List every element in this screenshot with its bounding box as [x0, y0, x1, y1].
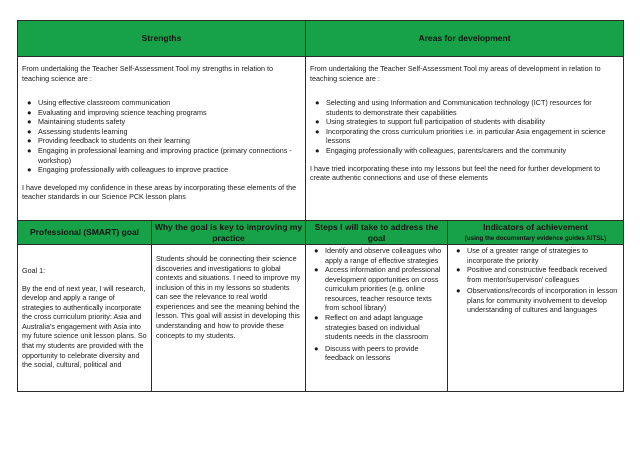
development-header [305, 20, 624, 57]
goal-cell [17, 244, 152, 392]
list-item: ● Incorporating the cross curriculum priorities i.e. in particular Asia engagement in science lessons [315, 126, 606, 146]
indicators-column-sublabel: (using the documentary evidence guides AITSL) [464, 234, 607, 242]
why-column-label: Why the goal is key to improving my practice [154, 221, 303, 243]
list-item: ● Evaluating and improving science teaching programs [27, 107, 207, 117]
list-item: ● Positive and constructive feedback received from mentor/supervisor/ colleagues [456, 265, 607, 284]
list-item: ● Using effective classroom communication [27, 98, 171, 108]
list-item: ● Engaging professionally with colleagues to improve practice [27, 165, 229, 175]
strengths-intro: From undertaking the Teacher Self-Assessment Tool my strengths in relation to teaching science are : [22, 64, 274, 83]
development-cell [305, 56, 624, 221]
list-item: ● Discuss with peers to provide feedback on lessons [314, 343, 419, 363]
list-item: ● Access information and professional development opportunities on cross curriculum priorities (e.g. online resources, teacher resource texts from school library) [314, 265, 441, 313]
indicators-column-header [447, 220, 624, 245]
goal-title: Goal 1: [22, 266, 46, 275]
strengths-closing: I have developed my confidence in these areas by incorporating these elements of the teacher standards in our Science PCK lesson plans [22, 182, 297, 202]
strengths-list [22, 98, 301, 175]
list-item: ● Assessing students learning [27, 126, 128, 136]
list-item: ● Identify and observe colleagues who apply a range of effective strategies [314, 246, 442, 265]
list-item: ● Using strategies to support full participation of students with disability [315, 117, 545, 127]
development-intro: From undertaking the Teacher Self-Assessment Tool my areas of development in relation to teaching science are : [310, 64, 601, 83]
indicators-column-label: Indicators of achievement [483, 222, 588, 233]
strengths-cell [17, 56, 306, 221]
development-list [310, 98, 619, 155]
why-cell [151, 244, 306, 392]
why-column-header [151, 220, 306, 245]
goal-text: By the end of next year, I will research, develop and apply a range of strategies to authentically incorporate the cross curriculum priority: Asia and Australia's engagement with Asia into my future science unit lesson plans. So that my students are provided with the opportunity to celebrate diversity and the social, cultural, political and [22, 283, 147, 370]
list-item: ● Providing feedback to students on their learning [27, 136, 190, 146]
list-item: ● Use of a greater range of strategies to incorporate the priority [456, 246, 589, 265]
strengths-header [17, 20, 306, 57]
strengths-header-label: Strengths [141, 33, 182, 44]
development-header-label: Areas for development [418, 33, 511, 44]
steps-column-header [305, 220, 448, 245]
list-item: ● Observations/records of incorporation in lesson plans for community involvement to develop understanding of cultures and languages [456, 286, 618, 315]
indicators-list [452, 246, 619, 315]
why-text: Students should be connecting their science discoveries and investigations to global contexts and situations. I need to improve my inclusion of this in my lessons so students can see the relevance to real world experiences and see the meaning behind the lesson. This goal will assist in developing this understanding and how to provide these concepts to my students. [156, 254, 301, 340]
list-item: ● Engaging in professional learning and improving practice (primary connections - workshop) [27, 146, 292, 165]
steps-cell [305, 244, 448, 392]
steps-list [310, 246, 443, 363]
list-item: ● Engaging professionally with colleagues, parents/carers and the community [315, 146, 567, 156]
list-item: ● Reflect on and adapt language strategies based on individual students needs in the classroom [314, 313, 429, 342]
list-item: ● Selecting and using Information and Communication technology (ICT) resources for students to demonstrate their capabilities [315, 98, 592, 117]
development-closing: I have tried incorporating these into my lessons but feel the need for further development to create authentic connections and use of these elements [310, 163, 601, 183]
steps-column-label: Steps I will take to address the goal [314, 221, 439, 243]
goal-column-header [17, 220, 152, 245]
list-item: ● Maintaining students safety [27, 117, 126, 127]
indicators-cell [447, 244, 624, 392]
goal-column-label: Professional (SMART) goal [29, 227, 140, 238]
